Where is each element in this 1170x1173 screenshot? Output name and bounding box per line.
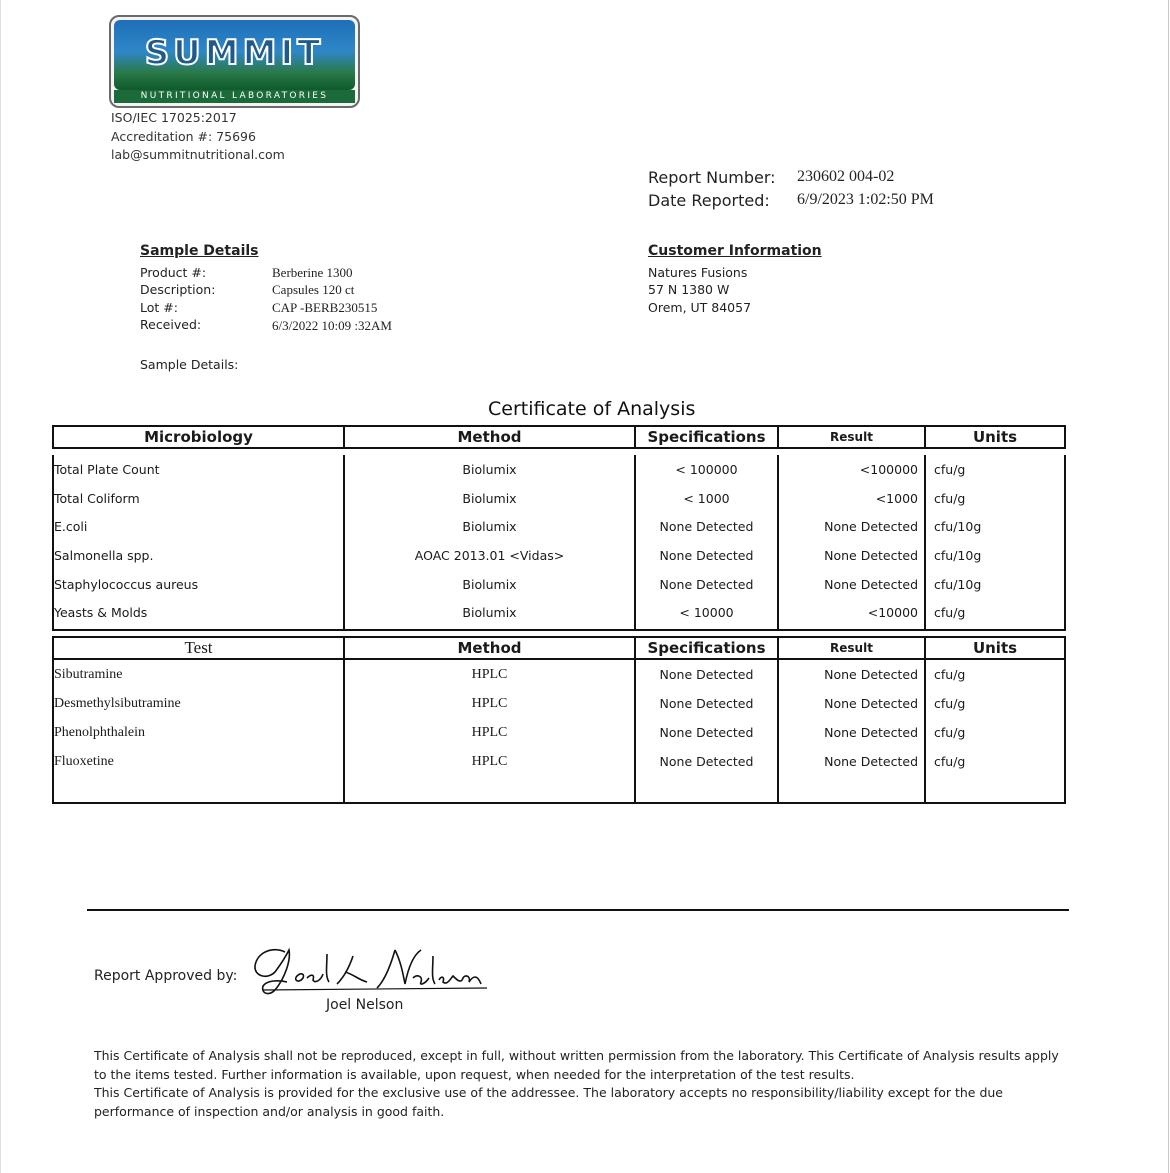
analyte-name: Yeasts & Molds: [53, 598, 344, 627]
disclaimer-paragraph-2: This Certificate of Analysis is provided for the exclusive use of the addressee. The laboratory accepts no responsibility/liability except for the due performance of inspection and/or analysis in good faith.: [94, 1085, 1004, 1119]
sample-details-title: Sample Details: [140, 243, 259, 259]
result-cell: <10000: [778, 598, 925, 627]
units-cell: cfu/g: [925, 718, 1065, 747]
lab-logo: [109, 15, 360, 108]
logo-wordmark: SUMMIT: [144, 33, 325, 73]
method-cell: HPLC: [344, 659, 635, 689]
microbiology-table: [52, 425, 1066, 631]
received-value: 6/3/2022 10:09 :32AM: [272, 318, 392, 333]
date-reported-value: 6/9/2023 1:02:50 PM: [797, 191, 934, 208]
microbiology-row: [53, 455, 1065, 484]
description-value: Capsules 120 ct: [272, 282, 355, 297]
analyte-name: E.coli: [53, 512, 344, 541]
test-row: [53, 659, 1065, 689]
received-label: Received:: [140, 317, 202, 332]
units-cell: cfu/g: [925, 598, 1065, 627]
header-units: Units: [925, 637, 1065, 659]
units-cell: cfu/g: [925, 659, 1065, 689]
analyte-name: Salmonella spp.: [53, 541, 344, 570]
coa-title: Certificate of Analysis: [488, 398, 696, 420]
sample-details-label: Sample Details:: [140, 357, 239, 372]
lot-value: CAP -BERB230515: [272, 300, 378, 315]
disclaimer: [94, 1047, 1074, 1121]
method-cell: Biolumix: [344, 512, 635, 541]
units-cell: cfu/g: [925, 484, 1065, 513]
result-cell: None Detected: [778, 689, 925, 718]
test-table: [52, 636, 1066, 804]
microbiology-row: [53, 484, 1065, 513]
result-cell: None Detected: [778, 659, 925, 689]
customer-info-title: Customer Information: [648, 243, 822, 259]
iso-standard: ISO/IEC 17025:2017: [111, 110, 237, 125]
specification-cell: None Detected: [635, 718, 778, 747]
test-row: [53, 718, 1065, 747]
analyte-name: Fluoxetine: [53, 747, 344, 776]
approved-by-label: Report Approved by:: [94, 968, 238, 984]
method-cell: HPLC: [344, 718, 635, 747]
analyte-name: Staphylococcus aureus: [53, 570, 344, 599]
test-header-row: [53, 637, 1065, 659]
header-specifications: Specifications: [635, 637, 778, 659]
specification-cell: None Detected: [635, 570, 778, 599]
header-result: Result: [778, 637, 925, 659]
microbiology-row: [53, 598, 1065, 627]
analyte-name: Total Coliform: [53, 484, 344, 513]
microbiology-row: [53, 570, 1065, 599]
result-cell: None Detected: [778, 541, 925, 570]
method-cell: Biolumix: [344, 598, 635, 627]
method-cell: HPLC: [344, 689, 635, 718]
method-cell: Biolumix: [344, 570, 635, 599]
specification-cell: None Detected: [635, 689, 778, 718]
header-units: Units: [925, 426, 1065, 448]
logo-tagline: NUTRITIONAL LABORATORIES: [114, 90, 355, 103]
microbiology-row: [53, 512, 1065, 541]
accreditation-number: Accreditation #: 75696: [111, 129, 256, 144]
test-row: [53, 747, 1065, 776]
description-label: Description:: [140, 282, 216, 297]
method-cell: AOAC 2013.01 <Vidas>: [344, 541, 635, 570]
product-label: Product #:: [140, 265, 207, 280]
specification-cell: None Detected: [635, 747, 778, 776]
header-method: Method: [344, 426, 635, 448]
lot-label: Lot #:: [140, 300, 178, 315]
header-method: Method: [344, 637, 635, 659]
approver-name: Joel Nelson: [326, 997, 404, 1013]
customer-address-line2: Orem, UT 84057: [648, 300, 752, 315]
signature-icon: [245, 940, 495, 1002]
lab-email: lab@summitnutritional.com: [111, 147, 285, 162]
microbiology-row: [53, 541, 1065, 570]
result-cell: None Detected: [778, 570, 925, 599]
units-cell: cfu/g: [925, 455, 1065, 484]
date-reported-label: Date Reported:: [648, 191, 770, 210]
analyte-name: Phenolphthalein: [53, 718, 344, 747]
header-microbiology: Microbiology: [53, 426, 344, 448]
specification-cell: < 1000: [635, 484, 778, 513]
specification-cell: < 10000: [635, 598, 778, 627]
section-divider: [87, 909, 1069, 911]
units-cell: cfu/10g: [925, 541, 1065, 570]
report-number-label: Report Number:: [648, 168, 776, 187]
report-number-value: 230602 004-02: [797, 168, 895, 185]
units-cell: cfu/g: [925, 747, 1065, 776]
result-cell: None Detected: [778, 512, 925, 541]
test-row: [53, 689, 1065, 718]
product-value: Berberine 1300: [272, 265, 353, 280]
result-cell: None Detected: [778, 718, 925, 747]
specification-cell: None Detected: [635, 512, 778, 541]
customer-address-line1: 57 N 1380 W: [648, 282, 730, 297]
header-test: Test: [53, 637, 344, 659]
units-cell: cfu/g: [925, 689, 1065, 718]
method-cell: Biolumix: [344, 484, 635, 513]
header-specifications: Specifications: [635, 426, 778, 448]
units-cell: cfu/10g: [925, 512, 1065, 541]
specification-cell: < 100000: [635, 455, 778, 484]
specification-cell: None Detected: [635, 541, 778, 570]
result-cell: None Detected: [778, 747, 925, 776]
result-cell: <100000: [778, 455, 925, 484]
analyte-name: Desmethylsibutramine: [53, 689, 344, 718]
method-cell: Biolumix: [344, 455, 635, 484]
method-cell: HPLC: [344, 747, 635, 776]
analyte-name: Sibutramine: [53, 659, 344, 689]
header-result: Result: [778, 426, 925, 448]
customer-name: Natures Fusions: [648, 265, 748, 280]
specification-cell: None Detected: [635, 659, 778, 689]
units-cell: cfu/10g: [925, 570, 1065, 599]
result-cell: <1000: [778, 484, 925, 513]
microbiology-header-row: [53, 426, 1065, 448]
disclaimer-paragraph-1: This Certificate of Analysis shall not be reproduced, except in full, without written permission from the laboratory. This Certificate of Analysis results apply to the items tested. Further information is available, upon request, when needed for the interpretation of the test results.: [94, 1048, 1059, 1082]
analyte-name: Total Plate Count: [53, 455, 344, 484]
